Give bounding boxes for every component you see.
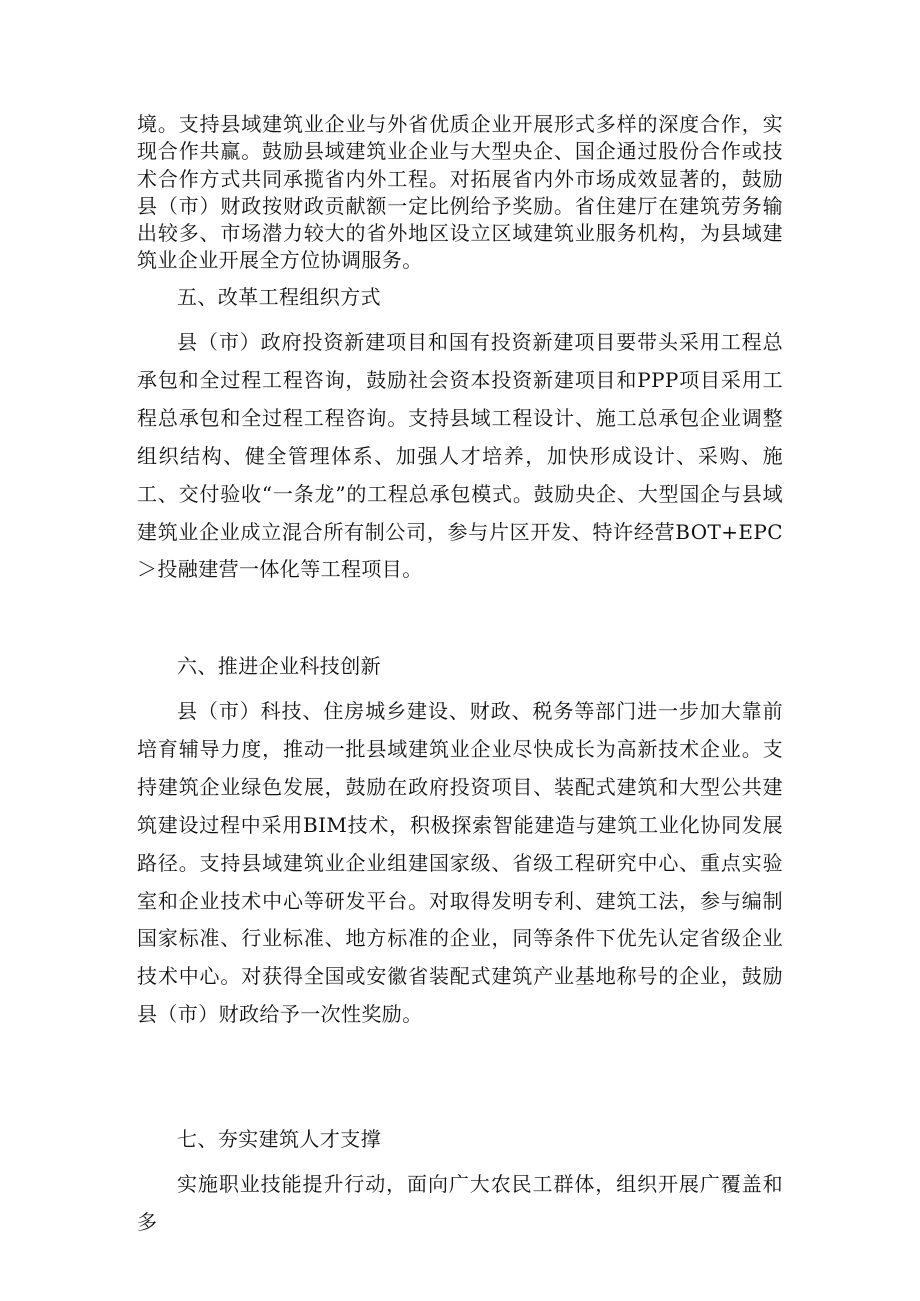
section-7-body: 实施职业技能提升行动，面向广大农民工群体，组织开展广覆盖和多 [137,1172,783,1234]
section-7-heading: 七、夯实建筑人才支撑 [177,1127,381,1151]
section-6-heading: 六、推进企业科技创新 [177,654,381,678]
section-5-heading: 五、改革工程组织方式 [177,285,381,309]
section-6-body: 县（市）科技、住房城乡建设、财政、税务等部门进一步加大靠前培育辅导力度，推动一批县域建筑业企业尽快成长为高新技术企业。支持建筑企业绿色发展，鼓励在政府投资项目、装配式建筑和大型公共建筑建设过程中采用BIM技术，积极探索智能建造与建筑工业化协同发展路径。支持县域建筑业企业组建国家级、省级工程研究中心、重点实验室和企业技术中心等研发平台。对取得发明专利、建筑工法，参与编制国家标准、行业标准、地方标准的企业，同等条件下优先认定省级企业技术中心。对获得全国或安徽省装配式建筑产业基地称号的企业，鼓励县（市）财政给予一次性奖励。 [137,699,783,1027]
intro-paragraph: 境。支持县域建筑业企业与外省优质企业开展形式多样的深度合作，实现合作共赢。鼓励县域建筑业企业与大型央企、国企通过股份合作或技术合作方式共同承揽省内外工程。对拓展省内外市场成效显著的，鼓励县（市）财政按财政贡献额一定比例给予奖励。省住建厅在建筑劳务输出较多、市场潜力较大的省外地区设立区域建筑业服务机构，为县域建筑业企业开展全方位协调服务。 [137,112,783,273]
section-5-body: 县（市）政府投资新建项目和国有投资新建项目要带头采用工程总承包和全过程工程咨询，鼓励社会资本投资新建项目和PPP项目采用工程总承包和全过程工程咨询。支持县域工程设计、施工总承包企业调整组织结构、健全管理体系、加强人才培养，加快形成设计、采购、施工、交付验收“一条龙”的工程总承包模式。鼓励央企、大型国企与县域建筑业企业成立混合所有制公司，参与片区开发、特许经营BOT+EPC＞投融建营一体化等工程项目。 [137,330,783,582]
